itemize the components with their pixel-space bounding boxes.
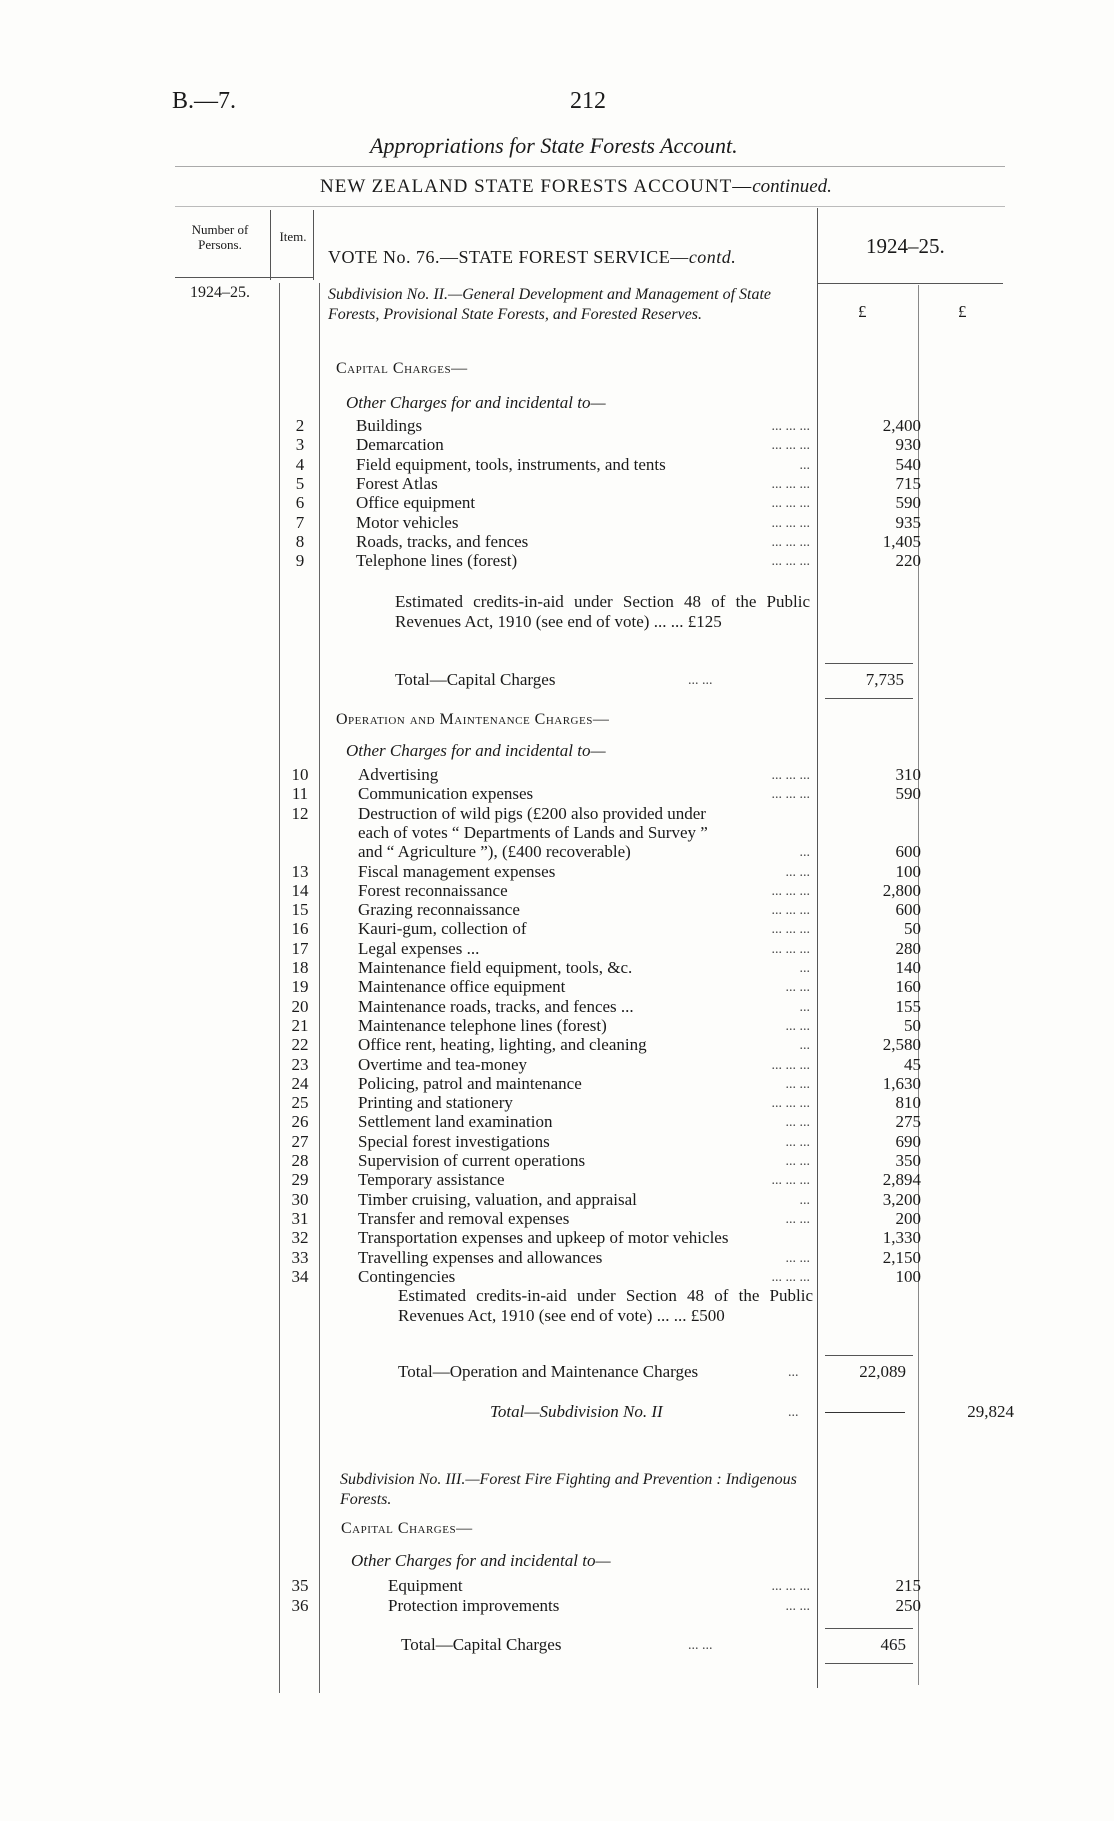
leader-dots: ... ... (785, 1250, 810, 1266)
item-number: 10 (291, 765, 309, 784)
table-row (270, 919, 920, 938)
leader-dots: ... ... (785, 1154, 810, 1169)
table-row (270, 1112, 920, 1131)
item-number: 8 (295, 531, 305, 551)
leader-dots: ... ... (785, 1115, 810, 1131)
subtitle-continued: continued. (752, 176, 832, 197)
item-amount: 50 (904, 1015, 921, 1035)
leader-dots: ... ... ... (771, 1096, 810, 1112)
item-amount: 715 (895, 473, 921, 493)
item-description: Communication expenses (358, 784, 534, 804)
table-row (270, 1170, 920, 1189)
item-number: 4 (295, 454, 305, 474)
capital-total-rule (825, 698, 913, 699)
item-amount: 45 (904, 1054, 921, 1074)
item-description: Office rent, heating, lighting, and cleaning (358, 1035, 647, 1055)
leader-dots: ... ... ... (771, 419, 810, 434)
capital-total-label: Total—Capital Charges (395, 670, 556, 689)
table-row (270, 784, 920, 803)
sub3-capital-total-amount: 465 (880, 1635, 906, 1654)
table-row (270, 474, 920, 493)
item-amount: 220 (895, 551, 921, 571)
item-description: Advertising (358, 765, 439, 784)
item-number: 18 (291, 958, 309, 977)
table-row (270, 435, 920, 454)
item-number: 21 (291, 1015, 309, 1035)
table-row (270, 1151, 920, 1170)
om-total-amount: 22,089 (859, 1362, 906, 1381)
capital-total-amount: 7,735 (865, 670, 904, 689)
item-number: 30 (291, 1189, 309, 1209)
item-amount: 2,580 (882, 1035, 921, 1055)
table-row (270, 1228, 920, 1247)
year-rule (817, 283, 1003, 284)
item-number: 3 (295, 435, 305, 455)
item-description: Special forest investigations (358, 1131, 550, 1151)
leader-dots: ... ... ... (771, 1173, 810, 1189)
leader-dots: ... ... ... (771, 768, 810, 783)
item-description: Buildings (356, 416, 423, 435)
leader-dots: ... ... (785, 1599, 810, 1614)
leader-dots: ... ... ... (771, 922, 810, 938)
item-description: Demarcation (356, 435, 444, 455)
capital-charges-heading: Capital Charges— (336, 360, 468, 377)
item-amount: 3,200 (882, 1189, 921, 1209)
item-amount: 2,800 (882, 880, 921, 900)
sub3-capital-total-label: Total—Capital Charges (401, 1635, 562, 1654)
leader-dots: ... ... (785, 1076, 810, 1092)
pound-sign-total: £ (958, 302, 967, 321)
item-number: 34 (291, 1266, 309, 1286)
subdivision-2-total-dots: ... (788, 1405, 799, 1420)
item-amount: 250 (895, 1596, 921, 1615)
item-description: Maintenance telephone lines (forest) (358, 1015, 607, 1035)
document-reference: B.—7. (172, 88, 237, 114)
item-number: 33 (291, 1247, 309, 1267)
table-row (270, 1596, 920, 1615)
leader-dots: ... ... (785, 1211, 810, 1227)
item-number: 31 (291, 1208, 309, 1228)
subdivision-2-title: Subdivision No. II.—General Development and Management of State Forests, Provisional State Forests, and Forested Reserves. (328, 286, 772, 323)
item-amount: 350 (895, 1151, 921, 1170)
table-row (270, 532, 920, 551)
table-row (270, 997, 920, 1016)
table-row (270, 1267, 920, 1286)
table-row (270, 1576, 920, 1595)
leader-dots: ... ... ... (771, 1057, 810, 1073)
table-row (270, 1190, 920, 1209)
item-amount: 930 (895, 435, 921, 455)
item-number: 16 (291, 919, 309, 939)
capital-other-charges: Other Charges for and incidental to— (346, 393, 606, 412)
table-row (270, 551, 920, 570)
item-amount: 600 (895, 842, 921, 862)
item-number: 13 (291, 861, 309, 881)
leader-dots: ... (799, 999, 810, 1015)
table-row (270, 1035, 920, 1054)
om-total-label: Total—Operation and Maintenance Charges (398, 1362, 699, 1381)
item-number: 6 (295, 493, 305, 513)
item-amount: 1,330 (882, 1228, 921, 1248)
item-amount: 140 (895, 958, 921, 977)
table-row (270, 823, 920, 842)
table-row (270, 416, 920, 435)
leader-dots: ... ... ... (771, 554, 810, 570)
item-amount: 155 (895, 996, 921, 1016)
item-amount: 1,405 (882, 531, 921, 551)
item-description: Grazing reconnaissance (358, 900, 520, 920)
item-amount: 600 (895, 900, 921, 920)
item-description: each of votes “ Departments of Lands and Survey ” (358, 822, 708, 842)
item-number: 29 (291, 1170, 309, 1190)
item-number: 2 (295, 416, 305, 435)
item-description: Office equipment (356, 493, 476, 513)
leader-dots: ... ... ... (771, 496, 810, 512)
header-rule (175, 206, 1005, 207)
leader-dots: ... (799, 845, 810, 861)
item-amount: 160 (895, 977, 921, 997)
item-description: Field equipment, tools, instruments, and tents (356, 454, 666, 474)
item-description: Forest Atlas (356, 473, 438, 493)
table-row (270, 958, 920, 977)
table-row (270, 862, 920, 881)
item-number: 24 (291, 1073, 309, 1093)
item-description: Motor vehicles (356, 512, 459, 532)
leader-dots: ... ... (785, 1134, 810, 1150)
left-columns-rule (175, 277, 313, 278)
sub3-total-rule (825, 1663, 913, 1664)
om-sum-rule (825, 1355, 913, 1356)
item-amount: 1,630 (882, 1073, 921, 1093)
item-desc-divider (313, 210, 314, 280)
item-column-header: Item. (279, 229, 307, 244)
item-description: Policing, patrol and maintenance (358, 1073, 582, 1093)
item-amount: 280 (895, 938, 921, 958)
vote-heading (328, 247, 736, 268)
item-number: 36 (291, 1596, 309, 1615)
leader-dots: ... (799, 1192, 810, 1208)
leader-dots: ... ... ... (771, 438, 810, 454)
sub3-sum-rule (825, 1628, 913, 1629)
leader-dots: ... ... ... (771, 941, 810, 957)
leader-dots: ... (799, 961, 810, 976)
item-description: Telephone lines (forest) (356, 551, 518, 571)
item-number: 12 (291, 803, 309, 823)
table-row (270, 1074, 920, 1093)
item-description: Transfer and removal expenses (358, 1208, 570, 1228)
item-number: 22 (291, 1035, 309, 1055)
item-number: 35 (291, 1576, 309, 1595)
item-description: Contingencies (358, 1266, 456, 1286)
item-number: 5 (295, 473, 305, 493)
leader-dots: ... ... ... (771, 787, 810, 803)
item-description: Settlement land examination (358, 1112, 553, 1132)
leader-dots: ... ... ... (771, 476, 810, 492)
item-amount: 50 (904, 919, 921, 939)
pound-sign-amount: £ (858, 302, 867, 321)
item-description: Destruction of wild pigs (£200 also provided under (358, 803, 706, 823)
item-description: Maintenance roads, tracks, and fences ... (358, 996, 634, 1016)
persons-column-header: Number of Persons. (191, 222, 249, 252)
capital-credits-note: Estimated credits-in-aid under Section 48 of the Public Revenues Act, 1910 (see end of vote) ... ... £125 (395, 592, 810, 631)
item-description: Temporary assistance (358, 1170, 505, 1190)
item-description: Equipment (388, 1576, 463, 1595)
item-description: Overtime and tea-money (358, 1054, 527, 1074)
subdivision-3-title: Subdivision No. III.—Forest Fire Fighting and Prevention : Indigenous Forests. (340, 1471, 797, 1508)
item-number: 17 (291, 938, 309, 958)
table-row (270, 513, 920, 532)
table-row (270, 493, 920, 512)
leader-dots: ... ... (785, 1018, 810, 1034)
om-total-dots: ... (788, 1365, 799, 1380)
item-number: 11 (291, 784, 309, 804)
leader-dots: ... ... ... (771, 903, 810, 919)
item-description: Printing and stationery (358, 1093, 513, 1113)
table-row (270, 1132, 920, 1151)
year-column-header: 1924–25. (866, 234, 945, 258)
table-row (270, 1209, 920, 1228)
item-amount: 2,150 (882, 1247, 921, 1267)
leader-dots: ... ... (785, 864, 810, 880)
item-number: 25 (291, 1093, 309, 1113)
table-row (270, 1248, 920, 1267)
table-row (270, 1055, 920, 1074)
item-description: Maintenance office equipment (358, 977, 566, 997)
item-description: Travelling expenses and allowances (358, 1247, 603, 1267)
subdivision-2-total-amount: 29,824 (967, 1402, 1014, 1421)
item-description: Roads, tracks, and fences (356, 531, 529, 551)
item-number: 32 (291, 1228, 309, 1248)
item-number: 14 (291, 880, 309, 900)
item-description: Supervision of current operations (358, 1151, 586, 1170)
item-description: Legal expenses ... (358, 938, 480, 958)
item-number: 15 (291, 900, 309, 920)
table-row (270, 842, 920, 861)
item-amount: 310 (895, 765, 921, 784)
table-row (270, 455, 920, 474)
capital-sum-rule (825, 663, 913, 664)
leader-dots: ... ... ... (771, 515, 810, 531)
item-description: Timber cruising, valuation, and appraisal (358, 1189, 637, 1209)
leader-dots: ... ... (785, 980, 810, 996)
item-amount: 590 (895, 784, 921, 804)
leader-dots: ... ... ... (771, 1269, 810, 1285)
item-amount: 690 (895, 1131, 921, 1151)
table-row (270, 804, 920, 823)
table-row (270, 881, 920, 900)
item-amount: 100 (895, 1266, 921, 1286)
table-row (270, 939, 920, 958)
item-amount: 590 (895, 493, 921, 513)
item-description: and “ Agriculture ”), (£400 recoverable) (358, 842, 631, 862)
item-amount: 200 (895, 1208, 921, 1228)
persons-item-divider (270, 210, 271, 280)
account-subtitle (320, 176, 832, 198)
leader-dots: ... (799, 457, 810, 473)
subtitle-main: NEW ZEALAND STATE FORESTS ACCOUNT— (320, 176, 753, 197)
item-description: Protection improvements (388, 1596, 560, 1615)
item-number: 26 (291, 1112, 309, 1132)
item-amount: 810 (895, 1093, 921, 1113)
item-description: Kauri-gum, collection of (358, 919, 527, 939)
leader-dots: ... (799, 1038, 810, 1054)
capital-total-dots: ... ... (688, 673, 713, 688)
sub3-capital-total-dots: ... ... (688, 1638, 713, 1653)
om-other-charges: Other Charges for and incidental to— (346, 741, 606, 760)
vote-title: VOTE No. 76.—STATE FOREST SERVICE— (328, 247, 689, 267)
page-number: 212 (570, 88, 606, 114)
item-description: Forest reconnaissance (358, 880, 508, 900)
leader-dots: ... ... ... (771, 1579, 810, 1594)
item-amount: 540 (895, 454, 921, 474)
title-rule (175, 166, 1005, 167)
table-row (270, 1093, 920, 1112)
subdivision-2-total-rule (825, 1412, 905, 1413)
leader-dots: ... ... ... (771, 883, 810, 899)
item-description: Transportation expenses and upkeep of motor vehicles (358, 1228, 729, 1248)
item-number: 23 (291, 1054, 309, 1074)
om-charges-heading: Operation and Maintenance Charges— (336, 711, 610, 728)
item-number: 27 (291, 1131, 309, 1151)
item-number: 28 (291, 1151, 309, 1170)
vote-contd: contd. (688, 247, 737, 267)
page-title: Appropriations for State Forests Account. (370, 133, 738, 158)
item-description: Maintenance field equipment, tools, &c. (358, 958, 633, 977)
table-row (270, 900, 920, 919)
table-row (270, 765, 920, 784)
table-row (270, 1016, 920, 1035)
item-amount: 275 (895, 1112, 921, 1132)
item-amount: 215 (895, 1576, 921, 1595)
item-description: Fiscal management expenses (358, 861, 556, 881)
item-number: 19 (291, 977, 309, 997)
item-number: 7 (295, 512, 305, 532)
item-amount: 100 (895, 861, 921, 881)
subdivision-2-total-label: Total—Subdivision No. II (490, 1402, 663, 1421)
table-row (270, 977, 920, 996)
om-credits-note: Estimated credits-in-aid under Section 48 of the Public Revenues Act, 1910 (see end of vote) ... ... £500 (398, 1286, 813, 1325)
item-amount: 2,894 (882, 1170, 921, 1190)
sub3-capital-other: Other Charges for and incidental to— (351, 1551, 611, 1570)
item-number: 9 (295, 551, 305, 571)
sub3-capital-heading: Capital Charges— (341, 1520, 473, 1537)
leader-dots: ... ... ... (771, 534, 810, 550)
item-number: 20 (291, 996, 309, 1016)
persons-year: 1924–25. (190, 284, 250, 301)
item-amount: 935 (895, 512, 921, 532)
item-amount: 2,400 (882, 416, 921, 435)
